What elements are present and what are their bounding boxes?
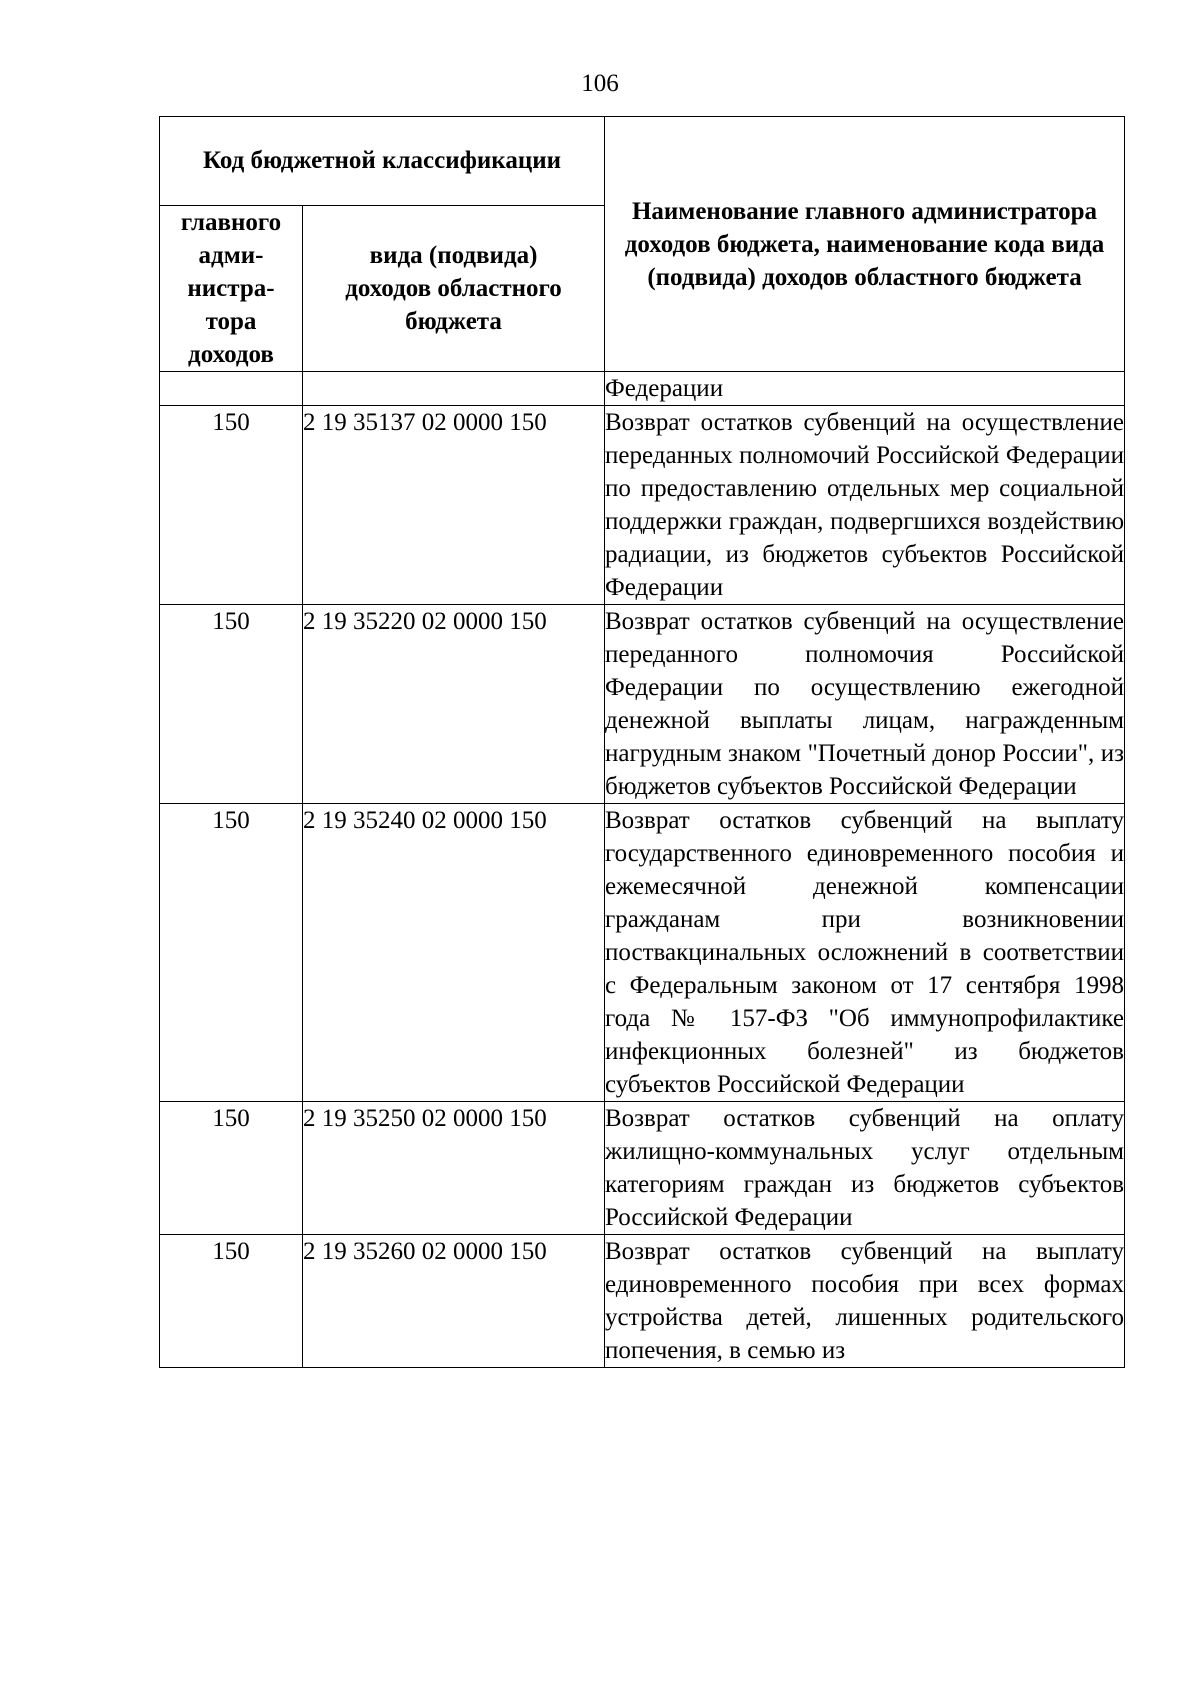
header-administrator-name: Наименование главного администратора доходов бюджета, наименование кода вида (подвида) доходов областного бюджета <box>605 117 1125 372</box>
description-cell: Федерации <box>605 372 1125 406</box>
header-kind-line: вида (подвида) <box>369 242 538 269</box>
admin-code-cell <box>160 372 303 406</box>
header-admin-line: нистра- <box>187 275 275 302</box>
header-main-administrator <box>160 206 303 372</box>
header-admin-line: тора <box>205 308 257 335</box>
table-header <box>160 117 1125 372</box>
header-admin-line: адми- <box>198 242 264 269</box>
description-cell: Возврат остатков субвенций на осуществление переданного полномочия Российской Федерации по осуществлению ежегодной денежной выплаты лицам, награжденным нагрудным знаком "Почетный донор России", из бюджетов субъектов Российской Федерации <box>605 605 1125 804</box>
budget-classification-table <box>159 116 1125 1368</box>
budget-code-cell: 2 19 35260 02 0000 150 <box>303 1235 605 1368</box>
budget-code-cell: 2 19 35250 02 0000 150 <box>303 1102 605 1235</box>
table-row <box>160 1102 1125 1235</box>
budget-code-cell: 2 19 35220 02 0000 150 <box>303 605 605 804</box>
page-number: 106 <box>581 70 619 97</box>
admin-code-cell: 150 <box>160 406 303 605</box>
header-income-kind <box>303 206 605 372</box>
description-cell: Возврат остатков субвенций на выплату государственного единовременного пособия и ежемесячной денежной компенсации гражданам при возникновении поствакцинальных осложнений в соответствии с Федеральным законом от 17 сентября 1998 года № 157-ФЗ "Об иммунопрофилактике инфекционных болезней" из бюджетов субъектов Российской Федерации <box>605 804 1125 1102</box>
budget-code-cell: 2 19 35240 02 0000 150 <box>303 804 605 1102</box>
header-admin-line: главного <box>180 209 282 236</box>
table-row <box>160 605 1125 804</box>
table-row <box>160 1235 1125 1368</box>
header-budget-code-group: Код бюджетной классификации <box>160 117 605 206</box>
admin-code-cell: 150 <box>160 605 303 804</box>
admin-code-cell: 150 <box>160 1235 303 1368</box>
header-admin-line: доходов <box>188 341 274 368</box>
table-body <box>160 372 1125 1368</box>
table-row <box>160 406 1125 605</box>
table-row-continuation <box>160 372 1125 406</box>
admin-code-cell: 150 <box>160 1102 303 1235</box>
header-kind-line: доходов областного <box>345 275 562 302</box>
table-row <box>160 804 1125 1102</box>
header-kind-line: бюджета <box>405 308 502 335</box>
description-cell: Возврат остатков субвенций на оплату жилищно-коммунальных услуг отдельным категориям граждан из бюджетов субъектов Российской Федерации <box>605 1102 1125 1235</box>
description-cell: Возврат остатков субвенций на выплату единовременного пособия при всех формах устройства детей, лишенных родительского попечения, в семью из <box>605 1235 1125 1368</box>
admin-code-cell: 150 <box>160 804 303 1102</box>
header-row-top <box>160 117 1125 206</box>
description-cell: Возврат остатков субвенций на осуществление переданных полномочий Российской Федерации по предоставлению отдельных мер социальной поддержки граждан, подвергшихся воздействию радиации, из бюджетов субъектов Российской Федерации <box>605 406 1125 605</box>
budget-code-cell: 2 19 35137 02 0000 150 <box>303 406 605 605</box>
budget-code-cell <box>303 372 605 406</box>
